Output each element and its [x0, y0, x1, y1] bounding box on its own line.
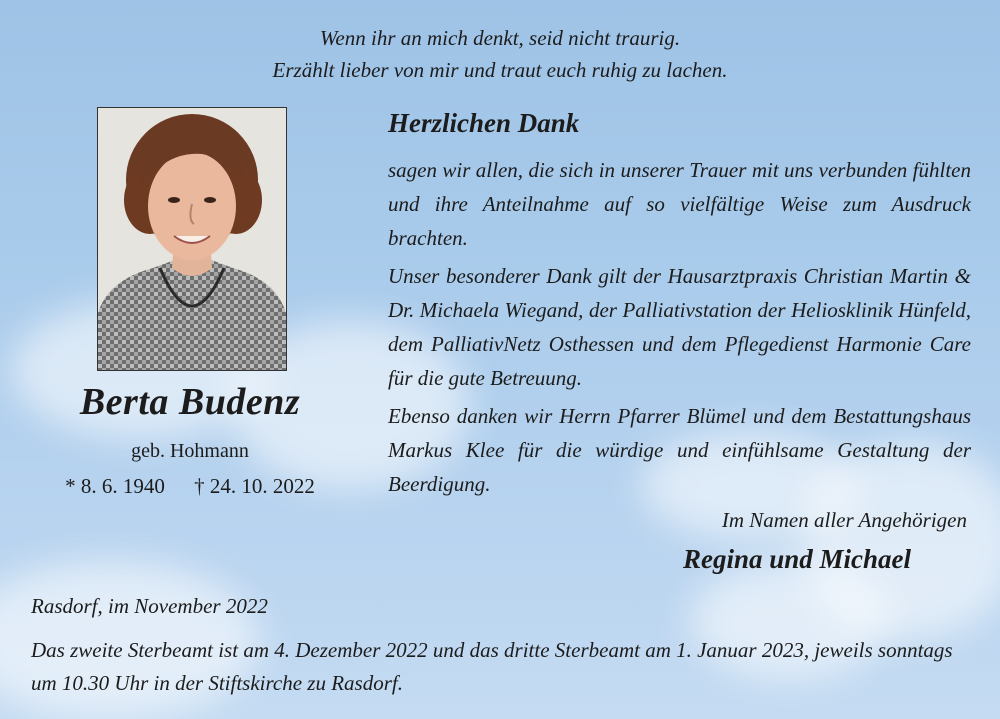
- signature-intro: Im Namen aller Angehörigen: [721, 508, 967, 532]
- portrait-photo: [97, 107, 287, 371]
- thanks-paragraph-2: Unser besonderer Dank gilt der Hausarztpraxis Christian Martin & Dr. Michaela Wiegand, der Palliativstation der Heliosklinik Hünfeld, dem PalliativNetz Osthessen und dem Pflegedienst Harmonie Care für die gute Betreuung.: [388, 264, 971, 390]
- portrait-illustration: [98, 108, 286, 370]
- mass-note: Das zweite Sterbeamt ist am 4. Dezember 2022 und das dritte Sterbeamt am 1. Januar 2023, jeweils sonntags um 10.30 Uhr in der Stiftskirche zu Rasdorf.: [31, 638, 953, 695]
- motto-line-2: Erzählt lieber von mir und traut euch ruhig zu lachen.: [272, 58, 728, 82]
- birth-name: geb. Hohmann: [131, 440, 249, 462]
- thanks-paragraph-1: sagen wir allen, die sich in unserer Trauer mit uns verbunden fühlten und ihre Anteilnahme auf so vielfältige Weise zum Ausdruck brachten.: [388, 158, 971, 250]
- signature-names: Regina und Michael: [683, 544, 912, 574]
- death-date: † 24. 10. 2022: [194, 474, 315, 498]
- place-date: Rasdorf, im November 2022: [31, 594, 268, 618]
- thanks-paragraph-3: Ebenso danken wir Herrn Pfarrer Blümel und dem Bestattungshaus Markus Klee für die würdige und einfühlsame Gestaltung der Beerdigung.: [388, 404, 971, 496]
- deceased-name: Berta Budenz: [79, 381, 301, 423]
- motto: [0, 22, 1000, 86]
- birth-date: * 8. 6. 1940: [65, 474, 165, 498]
- thanks-heading: Herzlichen Dank: [388, 108, 580, 138]
- motto-line-1: Wenn ihr an mich denkt, seid nicht traurig.: [319, 26, 681, 50]
- life-dates: [40, 474, 340, 499]
